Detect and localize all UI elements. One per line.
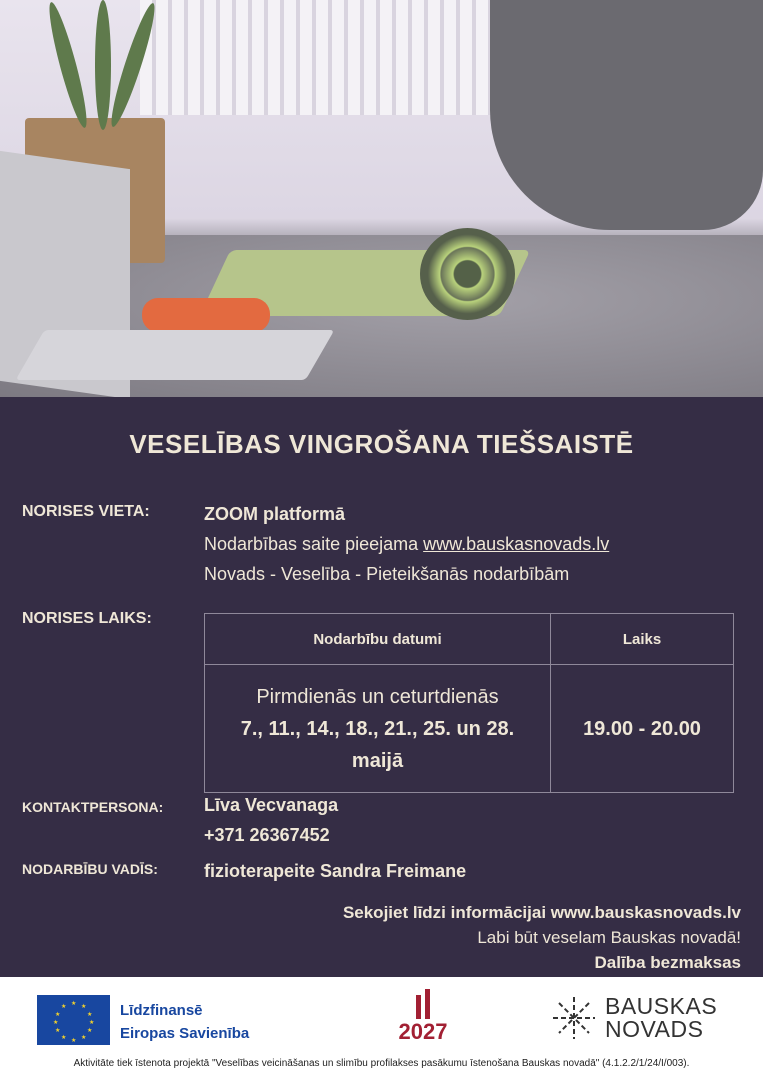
location-value bbox=[204, 499, 609, 589]
days-text: Pirmdienās un ceturtdienās bbox=[256, 685, 499, 708]
dates-cell bbox=[205, 665, 551, 793]
eu-line2: Eiropas Savienība bbox=[120, 1025, 250, 1042]
website-link[interactable]: www.bauskasnovads.lv bbox=[423, 534, 610, 554]
eu-flag-icon: ★ ★ ★ ★ ★ ★ ★ ★ ★ ★ ★ ★ bbox=[37, 995, 110, 1045]
lead-value: fizioterapeite Sandra Freimane bbox=[204, 861, 467, 881]
location-label: NORISES VIETA: bbox=[22, 503, 150, 520]
info-panel bbox=[0, 397, 763, 977]
logo-2027 bbox=[388, 989, 458, 1045]
lead-label: NODARBĪBU VADĪS: bbox=[22, 861, 158, 877]
yoga-mat-roll bbox=[420, 228, 515, 320]
free-text: Dalība bezmaksas bbox=[594, 953, 741, 972]
location-line1: ZOOM platformā bbox=[204, 504, 346, 524]
header-time: Laiks bbox=[551, 614, 734, 665]
laptop-base bbox=[16, 330, 335, 380]
eu-line1: Līdzfinansē bbox=[120, 1002, 203, 1019]
disclaimer: Aktivitāte tiek īstenota projektā "Veselības veicināšanas un slimību profilakses pasākumu īstenošana Bauskas novadā" (4.1.2.2/1/24/I/003). bbox=[73, 1058, 690, 1069]
hours-cell: 19.00 - 20.00 bbox=[551, 665, 734, 793]
person bbox=[490, 0, 763, 230]
bauskas-novads-logo bbox=[551, 995, 717, 1041]
sun-burst-icon bbox=[551, 995, 597, 1041]
contact-phone: +371 26367452 bbox=[204, 825, 330, 845]
logo-year: 2027 bbox=[398, 1019, 448, 1044]
contact-label: KONTAKTPERSONA: bbox=[22, 799, 164, 815]
location-line2-text: Nodarbības saite pieejama bbox=[204, 534, 424, 554]
follow-text: Sekojiet līdzi informācijai www.bauskasnovads.lv bbox=[342, 903, 741, 922]
contact-name: Līva Vecvanaga bbox=[204, 795, 339, 815]
dates-text: 7., 11., 14., 18., 21., 25. un 28. maijā bbox=[240, 717, 515, 772]
hero-photo bbox=[0, 0, 763, 397]
eu-cofunding-text bbox=[120, 999, 249, 1045]
logo-novads: NOVADS bbox=[605, 1016, 704, 1042]
schedule-table bbox=[204, 613, 734, 793]
contact-value bbox=[204, 790, 338, 850]
location-line2 bbox=[204, 529, 609, 559]
header-dates: Nodarbību datumi bbox=[205, 614, 551, 665]
logo-bauskas: BAUSKAS bbox=[605, 993, 718, 1019]
footer bbox=[0, 977, 763, 1080]
plant-leaf bbox=[43, 0, 92, 130]
logo-bars-icon bbox=[388, 989, 458, 1019]
plant-leaf bbox=[95, 0, 111, 130]
location-line3: Novads - Veselība - Pieteikšanās nodarbībām bbox=[204, 564, 570, 584]
poster-title: VESELĪBAS VINGROŠANA TIEŠSAISTĒ bbox=[129, 429, 634, 459]
dumbbell bbox=[142, 298, 270, 332]
wish-text: Labi būt veselam Bauskas novadā! bbox=[477, 928, 741, 947]
time-label: NORISES LAIKS: bbox=[22, 610, 152, 627]
